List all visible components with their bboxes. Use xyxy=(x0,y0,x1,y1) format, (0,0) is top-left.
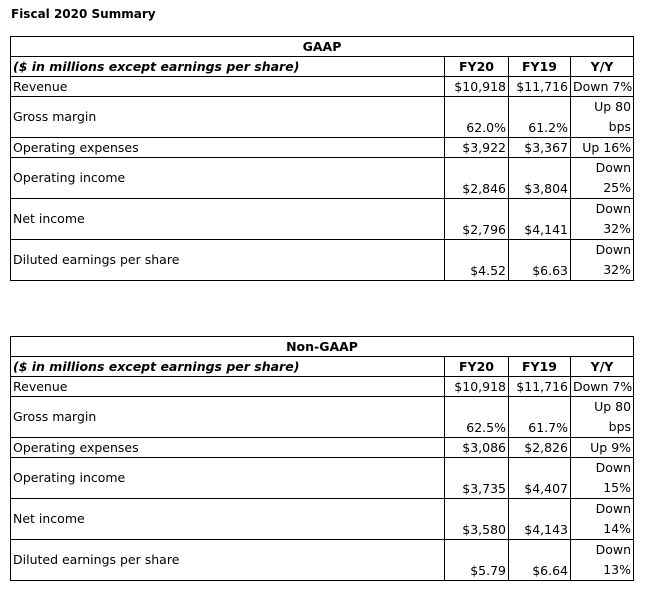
column-header-yy: Y/Y xyxy=(571,57,634,77)
fy20-value: 62.0% xyxy=(445,97,509,138)
column-header-fy20: FY20 xyxy=(445,357,509,377)
yy-change: Down 32% xyxy=(571,240,634,281)
yy-change: Down 14% xyxy=(571,499,634,540)
row-label: Gross margin xyxy=(11,397,445,438)
column-header-fy19: FY19 xyxy=(509,57,571,77)
yy-change: Down 7% xyxy=(571,77,634,97)
fy19-value: 61.7% xyxy=(509,397,571,438)
fy19-value: $2,826 xyxy=(509,438,571,458)
table-title-row xyxy=(11,337,634,357)
fy19-value: $6.63 xyxy=(509,240,571,281)
table-row xyxy=(11,377,634,397)
fy19-value: 61.2% xyxy=(509,97,571,138)
table-row xyxy=(11,77,634,97)
yy-change: Up 9% xyxy=(571,438,634,458)
yy-change: Down 25% xyxy=(571,158,634,199)
fy19-value: $4,141 xyxy=(509,199,571,240)
row-label: Net income xyxy=(11,199,445,240)
row-label: Operating expenses xyxy=(11,138,445,158)
row-label: Revenue xyxy=(11,77,445,97)
table-title: Non-GAAP xyxy=(11,337,634,357)
column-header-row xyxy=(11,357,634,377)
table-row xyxy=(11,97,634,138)
units-subheader: ($ in millions except earnings per share) xyxy=(11,357,445,377)
table-title: GAAP xyxy=(11,37,634,57)
fy19-value: $4,407 xyxy=(509,458,571,499)
table-row xyxy=(11,438,634,458)
table-row xyxy=(11,138,634,158)
table-row xyxy=(11,158,634,199)
fy20-value: $3,580 xyxy=(445,499,509,540)
fy19-value: $4,143 xyxy=(509,499,571,540)
row-label: Revenue xyxy=(11,377,445,397)
column-header-yy: Y/Y xyxy=(571,357,634,377)
column-header-fy20: FY20 xyxy=(445,57,509,77)
yy-change: Up 80 bps xyxy=(571,97,634,138)
row-label: Diluted earnings per share xyxy=(11,540,445,581)
non-gaap-table xyxy=(10,336,634,581)
fy20-value: $3,922 xyxy=(445,138,509,158)
table-row xyxy=(11,240,634,281)
column-header-fy19: FY19 xyxy=(509,357,571,377)
fy20-value: $10,918 xyxy=(445,377,509,397)
fy20-value: 62.5% xyxy=(445,397,509,438)
units-subheader: ($ in millions except earnings per share) xyxy=(11,57,445,77)
row-label: Gross margin xyxy=(11,97,445,138)
fy20-value: $2,846 xyxy=(445,158,509,199)
gaap-table xyxy=(10,36,634,281)
fy19-value: $3,804 xyxy=(509,158,571,199)
fy19-value: $6.64 xyxy=(509,540,571,581)
fy20-value: $3,086 xyxy=(445,438,509,458)
table-title-row xyxy=(11,37,634,57)
yy-change: Up 80 bps xyxy=(571,397,634,438)
yy-change: Down 13% xyxy=(571,540,634,581)
row-label: Operating income xyxy=(11,158,445,199)
fy19-value: $11,716 xyxy=(509,77,571,97)
page-title: Fiscal 2020 Summary xyxy=(11,7,156,21)
column-header-row xyxy=(11,57,634,77)
fy20-value: $10,918 xyxy=(445,77,509,97)
table-row xyxy=(11,397,634,438)
fy20-value: $4.52 xyxy=(445,240,509,281)
fy20-value: $3,735 xyxy=(445,458,509,499)
row-label: Operating income xyxy=(11,458,445,499)
row-label: Net income xyxy=(11,499,445,540)
row-label: Operating expenses xyxy=(11,438,445,458)
table-row xyxy=(11,540,634,581)
yy-change: Up 16% xyxy=(571,138,634,158)
table-row xyxy=(11,458,634,499)
yy-change: Down 15% xyxy=(571,458,634,499)
fy20-value: $5.79 xyxy=(445,540,509,581)
fy20-value: $2,796 xyxy=(445,199,509,240)
yy-change: Down 32% xyxy=(571,199,634,240)
table-row xyxy=(11,199,634,240)
yy-change: Down 7% xyxy=(571,377,634,397)
fy19-value: $3,367 xyxy=(509,138,571,158)
row-label: Diluted earnings per share xyxy=(11,240,445,281)
fy19-value: $11,716 xyxy=(509,377,571,397)
table-row xyxy=(11,499,634,540)
